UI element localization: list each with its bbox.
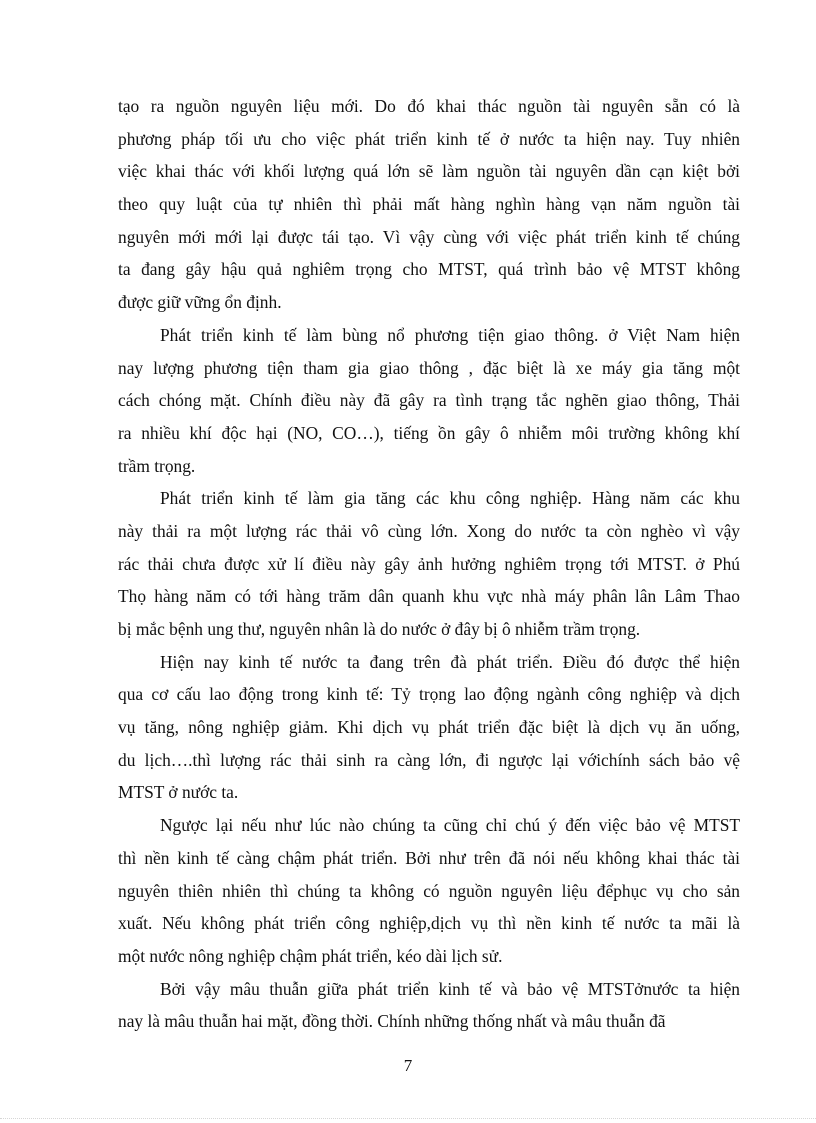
paragraph: [118, 90, 740, 319]
paragraph-line: Hiện nay kinh tế nước ta đang trên đà phát triển. Điều đó được thể hiện: [160, 651, 740, 672]
paragraph-line: nguyên thiên nhiên thì chúng ta không có nguồn nguyên liệu đểphục vụ cho sản: [118, 880, 740, 901]
paragraph-line: Phát triển kinh tế làm gia tăng các khu công nghiệp. Hàng năm các khu: [160, 488, 740, 509]
paragraph-line: vụ tăng, nông nghiệp giảm. Khi dịch vụ phát triển đặc biệt là dịch vụ ăn uống,: [118, 717, 740, 738]
paragraph-line: cách chóng mặt. Chính điều này đã gây ra tình trạng tắc nghẽn giao thông, Thải: [118, 390, 740, 411]
paragraph-line: nguyên mới mới lại được tái tạo. Vì vậy cùng với việc phát triển kinh tế chúng: [118, 226, 740, 247]
page-bottom-divider: [0, 1118, 816, 1119]
paragraph: [118, 319, 740, 482]
paragraph-line: được giữ vững ổn định.: [118, 292, 282, 313]
paragraph-line: xuất. Nếu không phát triển công nghiệp,dịch vụ thì nền kinh tế nước ta mãi là: [118, 913, 740, 934]
paragraph-line: việc khai thác với khối lượng quá lớn sẽ làm nguồn tài nguyên dần cạn kiệt bởi: [118, 161, 740, 182]
paragraph: [118, 646, 740, 809]
paragraph-line: ta đang gây hậu quả nghiêm trọng cho MTST, quá trình bảo vệ MTST không: [118, 259, 740, 280]
paragraph-line: nay lượng phương tiện tham gia giao thông , đặc biệt là xe máy gia tăng một: [118, 357, 740, 378]
paragraph-line: theo quy luật của tự nhiên thì phải mất hàng nghìn hàng vạn năm nguồn tài: [118, 194, 740, 215]
paragraph-line: MTST ở nước ta.: [118, 782, 239, 803]
paragraph-line: tạo ra nguồn nguyên liệu mới. Do đó khai thác nguồn tài nguyên sẵn có là: [118, 96, 740, 116]
paragraph: [118, 973, 740, 1038]
paragraph-line: nay là mâu thuẫn hai mặt, đồng thời. Chính những thống nhất và mâu thuẫn đã: [118, 1011, 666, 1032]
paragraph: [118, 482, 740, 645]
paragraph-line: một nước nông nghiệp chậm phát triển, kéo dài lịch sử.: [118, 945, 503, 966]
paragraph: [118, 809, 740, 972]
paragraph-line: thì nền kinh tế càng chậm phát triển. Bởi như trên đã nói nếu không khai thác tài: [118, 847, 740, 868]
paragraph-line: Bởi vậy mâu thuẫn giữa phát triển kinh tế và bảo vệ MTSTởnước ta hiện: [160, 978, 740, 999]
paragraph-line: Ngược lại nếu như lúc nào chúng ta cũng chỉ chú ý đến việc bảo vệ MTST: [160, 815, 740, 836]
paragraph-line: bị mắc bệnh ung thư, nguyên nhân là do nước ở đây bị ô nhiễm trầm trọng.: [118, 619, 641, 639]
paragraph-line: qua cơ cấu lao động trong kinh tế: Tỷ trọng lao động ngành công nghiệp và dịch: [118, 684, 740, 705]
paragraph-line: trầm trọng.: [118, 455, 196, 476]
page-number: 7: [403, 1056, 413, 1075]
body-text: [118, 90, 740, 1038]
paragraph-line: này thải ra một lượng rác thải vô cùng lớn. Xong do nước ta còn nghèo vì vậy: [118, 520, 740, 541]
paragraph-line: du lịch….thì lượng rác thải sinh ra càng lớn, đi ngược lại vớichính sách bảo vệ: [118, 749, 740, 770]
paragraph-line: Thọ hàng năm có tới hàng trăm dân quanh khu vực nhà máy phân lân Lâm Thao: [118, 586, 740, 607]
paragraph-line: phương pháp tối ưu cho việc phát triển kinh tế ở nước ta hiện nay. Tuy nhiên: [118, 128, 740, 149]
paragraph-line: rác thải chưa được xử lí điều này gây ảnh hưởng nghiêm trọng tới MTST. ở Phú: [118, 553, 740, 574]
paragraph-line: Phát triển kinh tế làm bùng nổ phương tiện giao thông. ở Việt Nam hiện: [160, 324, 740, 345]
paragraph-line: ra nhiều khí độc hại (NO, CO…), tiếng ồn gây ô nhiễm môi trường không khí: [118, 422, 740, 443]
